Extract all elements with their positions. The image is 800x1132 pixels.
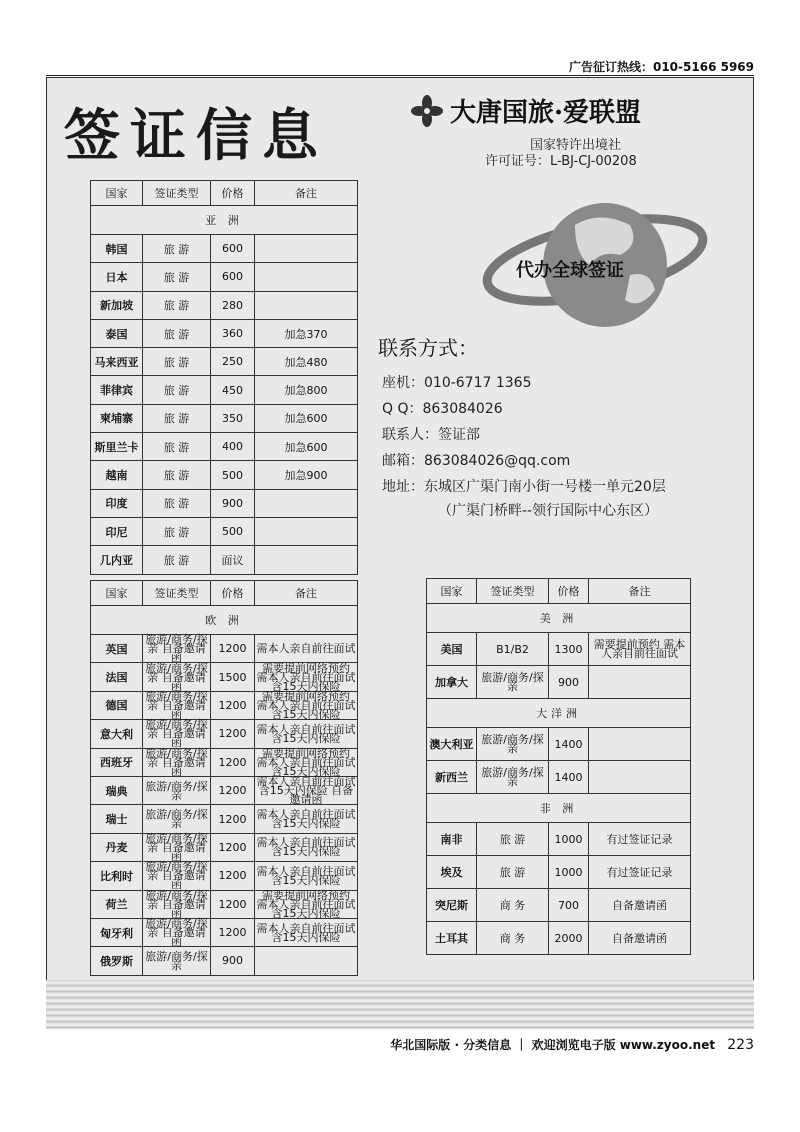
note-cell: 加急900: [255, 461, 358, 489]
table-row: [91, 404, 358, 432]
contact-heading: 联系方式：: [378, 336, 478, 360]
price-cell: 700: [549, 889, 589, 922]
visa-type-cell: 旅 游: [143, 461, 211, 489]
note-cell: [589, 761, 691, 794]
column-header: 国家: [91, 181, 143, 206]
note-cell: 需要提前网络预约 需本人亲自前往面试 含15天内保险: [256, 661, 356, 693]
contact-address-note: （广渠门桥畔--领行国际中心东区）: [438, 503, 659, 519]
country-cell: 澳大利亚: [427, 728, 477, 761]
column-header: 价格: [211, 181, 255, 206]
table-row: [91, 947, 358, 975]
note-cell: 加急370: [255, 319, 358, 347]
price-cell: 1200: [211, 862, 255, 890]
column-header: 签证类型: [143, 581, 211, 606]
note-cell: [255, 291, 358, 319]
ad-hotline: 广告征订热线：010-5166 5969: [568, 60, 754, 74]
country-cell: 英国: [91, 635, 143, 663]
table-row: [91, 918, 358, 946]
note-cell: 需本人亲自前往面试: [255, 635, 358, 663]
note-cell: [255, 517, 358, 545]
note-cell: 需本人亲自前往面试 含15天内保险: [255, 833, 358, 861]
country-cell: 斯里兰卡: [91, 433, 143, 461]
visa-type-cell: 旅游/商务/探亲 自备邀请函: [143, 890, 211, 918]
price-cell: 1200: [211, 776, 255, 804]
table-row: [91, 319, 358, 347]
price-cell: 1400: [549, 761, 589, 794]
price-cell: 900: [549, 666, 589, 699]
price-cell: 600: [211, 235, 255, 263]
table-row: [91, 862, 358, 890]
visa-type-cell: 旅游/商务/探亲 自备邀请函: [143, 663, 211, 691]
country-cell: 匈牙利: [91, 918, 143, 946]
region-title: 亚 洲: [91, 206, 358, 235]
country-cell: 突尼斯: [427, 889, 477, 922]
country-cell: 柬埔寨: [91, 404, 143, 432]
country-cell: 土耳其: [427, 922, 477, 955]
table-row: [91, 263, 358, 291]
country-cell: 新加坡: [91, 291, 143, 319]
country-cell: 丹麦: [91, 833, 143, 861]
region-row: [91, 606, 358, 635]
price-cell: 1500: [211, 663, 255, 691]
table-row: [91, 890, 358, 918]
note-cell: 需要提前网络预约 需本人亲自前往面试 含15天内保险: [256, 689, 356, 721]
table-row: [91, 433, 358, 461]
table-row: [427, 761, 691, 794]
visa-type-cell: 旅游/商务/探亲 自备邀请函: [143, 862, 211, 890]
column-header: 国家: [91, 581, 143, 606]
visa-type-cell: 商 务: [477, 889, 549, 922]
brand-logo: [410, 92, 641, 129]
country-cell: 韩国: [91, 235, 143, 263]
region-row: [427, 794, 691, 823]
price-cell: 1200: [211, 691, 255, 719]
country-cell: 加拿大: [427, 666, 477, 699]
column-header: 签证类型: [477, 579, 549, 604]
visa-type-cell: 旅 游: [477, 823, 549, 856]
price-cell: 1200: [211, 805, 255, 833]
visa-type-cell: 旅游/商务/探亲 自备邀请函: [143, 833, 211, 861]
price-cell: 900: [211, 947, 255, 975]
country-cell: 印尼: [91, 517, 143, 545]
note-cell: 加急480: [255, 348, 358, 376]
footer-text: 华北国际版 · 分类信息 ｜ 欢迎浏览电子版 www.zyoo.net: [390, 1038, 716, 1052]
visa-type-cell: B1/B2: [477, 633, 549, 666]
region-row: [91, 206, 358, 235]
table-row: [91, 348, 358, 376]
note-cell: [255, 263, 358, 291]
table-row: [427, 856, 691, 889]
column-header: 备注: [255, 581, 358, 606]
table-row: [427, 666, 691, 699]
contact-person: 联系人：签证部: [382, 427, 480, 443]
note-cell: 加急600: [255, 433, 358, 461]
paper-edge-decoration: [46, 980, 754, 1029]
visa-type-cell: 旅 游: [143, 235, 211, 263]
note-cell: 有过签证记录: [589, 856, 691, 889]
note-cell: 加急600: [255, 404, 358, 432]
table-row: [91, 235, 358, 263]
visa-type-cell: 旅 游: [477, 856, 549, 889]
table-row: [91, 805, 358, 833]
brand-name: 大唐国旅·爱联盟: [450, 98, 642, 128]
table-header-row: [91, 581, 358, 606]
table-header-row: [427, 579, 691, 604]
visa-type-cell: 旅游/商务/探亲 自备邀请函: [143, 720, 211, 748]
visa-type-cell: 旅游/商务/探亲: [477, 666, 549, 699]
note-cell: [589, 666, 691, 699]
table-row: [91, 546, 358, 574]
visa-type-cell: 旅游/商务/探亲: [143, 947, 211, 975]
note-cell: 有过签证记录: [589, 823, 691, 856]
column-header: 价格: [211, 581, 255, 606]
table-row: [91, 691, 358, 719]
price-cell: 1200: [211, 720, 255, 748]
price-cell: 1200: [211, 635, 255, 663]
page-number: 223: [727, 1037, 754, 1053]
country-cell: 俄罗斯: [91, 947, 143, 975]
note-cell: [589, 728, 691, 761]
country-cell: 日本: [91, 263, 143, 291]
visa-type-cell: 旅 游: [143, 517, 211, 545]
visa-type-cell: 旅 游: [143, 348, 211, 376]
country-cell: 法国: [91, 663, 143, 691]
country-cell: 南非: [427, 823, 477, 856]
price-cell: 1200: [211, 890, 255, 918]
country-cell: 印度: [91, 489, 143, 517]
column-header: 签证类型: [143, 181, 211, 206]
column-header: 价格: [549, 579, 589, 604]
table-row: [91, 461, 358, 489]
note-cell: 需本人亲自前往面试 含15天内保险: [255, 918, 358, 946]
license-number: 许可证号：L-BJ-CJ-00208: [485, 154, 637, 169]
table-row: [91, 291, 358, 319]
price-cell: 500: [211, 517, 255, 545]
note-cell: [255, 489, 358, 517]
country-cell: 西班牙: [91, 748, 143, 776]
price-cell: 600: [211, 263, 255, 291]
asia-visa-table: [90, 180, 358, 575]
table-row: [91, 635, 358, 663]
price-cell: 1400: [549, 728, 589, 761]
note-cell: [255, 235, 358, 263]
visa-type-cell: 旅游/商务/探亲: [143, 805, 211, 833]
price-cell: 450: [211, 376, 255, 404]
note-cell: 需要提前网络预约 需本人亲自前往面试 含15天内保险: [256, 746, 356, 778]
europe-visa-table: [90, 580, 358, 976]
price-cell: 1200: [211, 833, 255, 861]
price-cell: 面议: [211, 546, 255, 574]
visa-type-cell: 旅 游: [143, 404, 211, 432]
region-title: 美 洲: [427, 604, 691, 633]
table-row: [91, 663, 358, 691]
note-cell: 需要提前网络预约 需本人亲自前往面试 含15天内保险: [256, 888, 356, 920]
globe-caption: 代办全球签证: [516, 260, 624, 281]
visa-type-cell: 旅游/商务/探亲: [143, 776, 211, 804]
region-title: 非 洲: [427, 794, 691, 823]
table-row: [427, 889, 691, 922]
page-title: 签证信息: [64, 103, 328, 169]
country-cell: 越南: [91, 461, 143, 489]
note-cell: 需本人亲自前往面试 含15天内保险 自备邀请函: [256, 775, 356, 807]
note-cell: 需本人亲自前往面试 含15天内保险: [255, 720, 358, 748]
price-cell: 360: [211, 319, 255, 347]
country-cell: 荷兰: [91, 890, 143, 918]
note-cell: 需要提前预约 需本人亲自前往面试: [589, 633, 691, 666]
brand-subtitle: 国家特许出境社: [530, 138, 622, 153]
note-cell: [255, 546, 358, 574]
price-cell: 250: [211, 348, 255, 376]
visa-type-cell: 旅游/商务/探亲 自备邀请函: [143, 691, 211, 719]
country-cell: 瑞典: [91, 776, 143, 804]
price-cell: 1200: [211, 748, 255, 776]
column-header: 备注: [255, 181, 358, 206]
contact-address: 地址：东城区广渠门南小街一号楼一单元20层: [382, 479, 666, 495]
visa-type-cell: 旅 游: [143, 489, 211, 517]
country-cell: 新西兰: [427, 761, 477, 794]
table-row: [427, 728, 691, 761]
price-cell: 1200: [211, 918, 255, 946]
country-cell: 美国: [427, 633, 477, 666]
visa-type-cell: 旅游/商务/探亲: [477, 728, 549, 761]
column-header: 备注: [589, 579, 691, 604]
price-cell: 2000: [549, 922, 589, 955]
country-cell: 几内亚: [91, 546, 143, 574]
pinwheel-logo-icon: [410, 94, 444, 128]
price-cell: 500: [211, 461, 255, 489]
visa-type-cell: 旅游/商务/探亲 自备邀请函: [143, 635, 211, 663]
table-row: [91, 376, 358, 404]
country-cell: 马来西亚: [91, 348, 143, 376]
note-cell: 自备邀请函: [589, 922, 691, 955]
region-title: 大洋洲: [427, 699, 691, 728]
price-cell: 1000: [549, 823, 589, 856]
table-row: [91, 489, 358, 517]
contact-email[interactable]: 邮箱：863084026@qq.com: [382, 453, 571, 469]
price-cell: 1300: [549, 633, 589, 666]
table-header-row: [91, 181, 358, 206]
note-cell: 需本人亲自前往面试 含15天内保险: [255, 862, 358, 890]
page-footer: [46, 1036, 754, 1053]
contact-qq: Q Q：863084026: [382, 401, 503, 417]
visa-type-cell: 旅游/商务/探亲 自备邀请函: [143, 748, 211, 776]
country-cell: 意大利: [91, 720, 143, 748]
table-row: [427, 922, 691, 955]
top-rule: [46, 75, 754, 76]
region-title: 欧 洲: [91, 606, 358, 635]
region-row: [427, 604, 691, 633]
price-cell: 400: [211, 433, 255, 461]
note-cell: [255, 947, 358, 975]
table-row: [91, 833, 358, 861]
note-cell: 自备邀请函: [589, 889, 691, 922]
table-row: [91, 517, 358, 545]
country-cell: 泰国: [91, 319, 143, 347]
america-oceania-africa-table: [426, 578, 691, 955]
price-cell: 350: [211, 404, 255, 432]
visa-type-cell: 旅 游: [143, 263, 211, 291]
visa-type-cell: 旅 游: [143, 376, 211, 404]
table-row: [91, 748, 358, 776]
country-cell: 埃及: [427, 856, 477, 889]
visa-type-cell: 旅 游: [143, 319, 211, 347]
table-row: [427, 823, 691, 856]
table-row: [91, 776, 358, 804]
country-cell: 德国: [91, 691, 143, 719]
country-cell: 瑞士: [91, 805, 143, 833]
visa-type-cell: 旅 游: [143, 546, 211, 574]
visa-type-cell: 旅游/商务/探亲: [477, 761, 549, 794]
region-row: [427, 699, 691, 728]
contact-landline: 座机：010-6717 1365: [382, 375, 532, 391]
country-cell: 比利时: [91, 862, 143, 890]
note-cell: 需本人亲自前往面试 含15天内保险: [255, 805, 358, 833]
price-cell: 900: [211, 489, 255, 517]
note-cell: 加急800: [255, 376, 358, 404]
table-row: [427, 633, 691, 666]
price-cell: 1000: [549, 856, 589, 889]
column-header: 国家: [427, 579, 477, 604]
visa-type-cell: 旅 游: [143, 291, 211, 319]
price-cell: 280: [211, 291, 255, 319]
visa-type-cell: 旅游/商务/探亲 自备邀请函: [143, 918, 211, 946]
table-row: [91, 720, 358, 748]
country-cell: 菲律宾: [91, 376, 143, 404]
visa-type-cell: 商 务: [477, 922, 549, 955]
visa-type-cell: 旅 游: [143, 433, 211, 461]
